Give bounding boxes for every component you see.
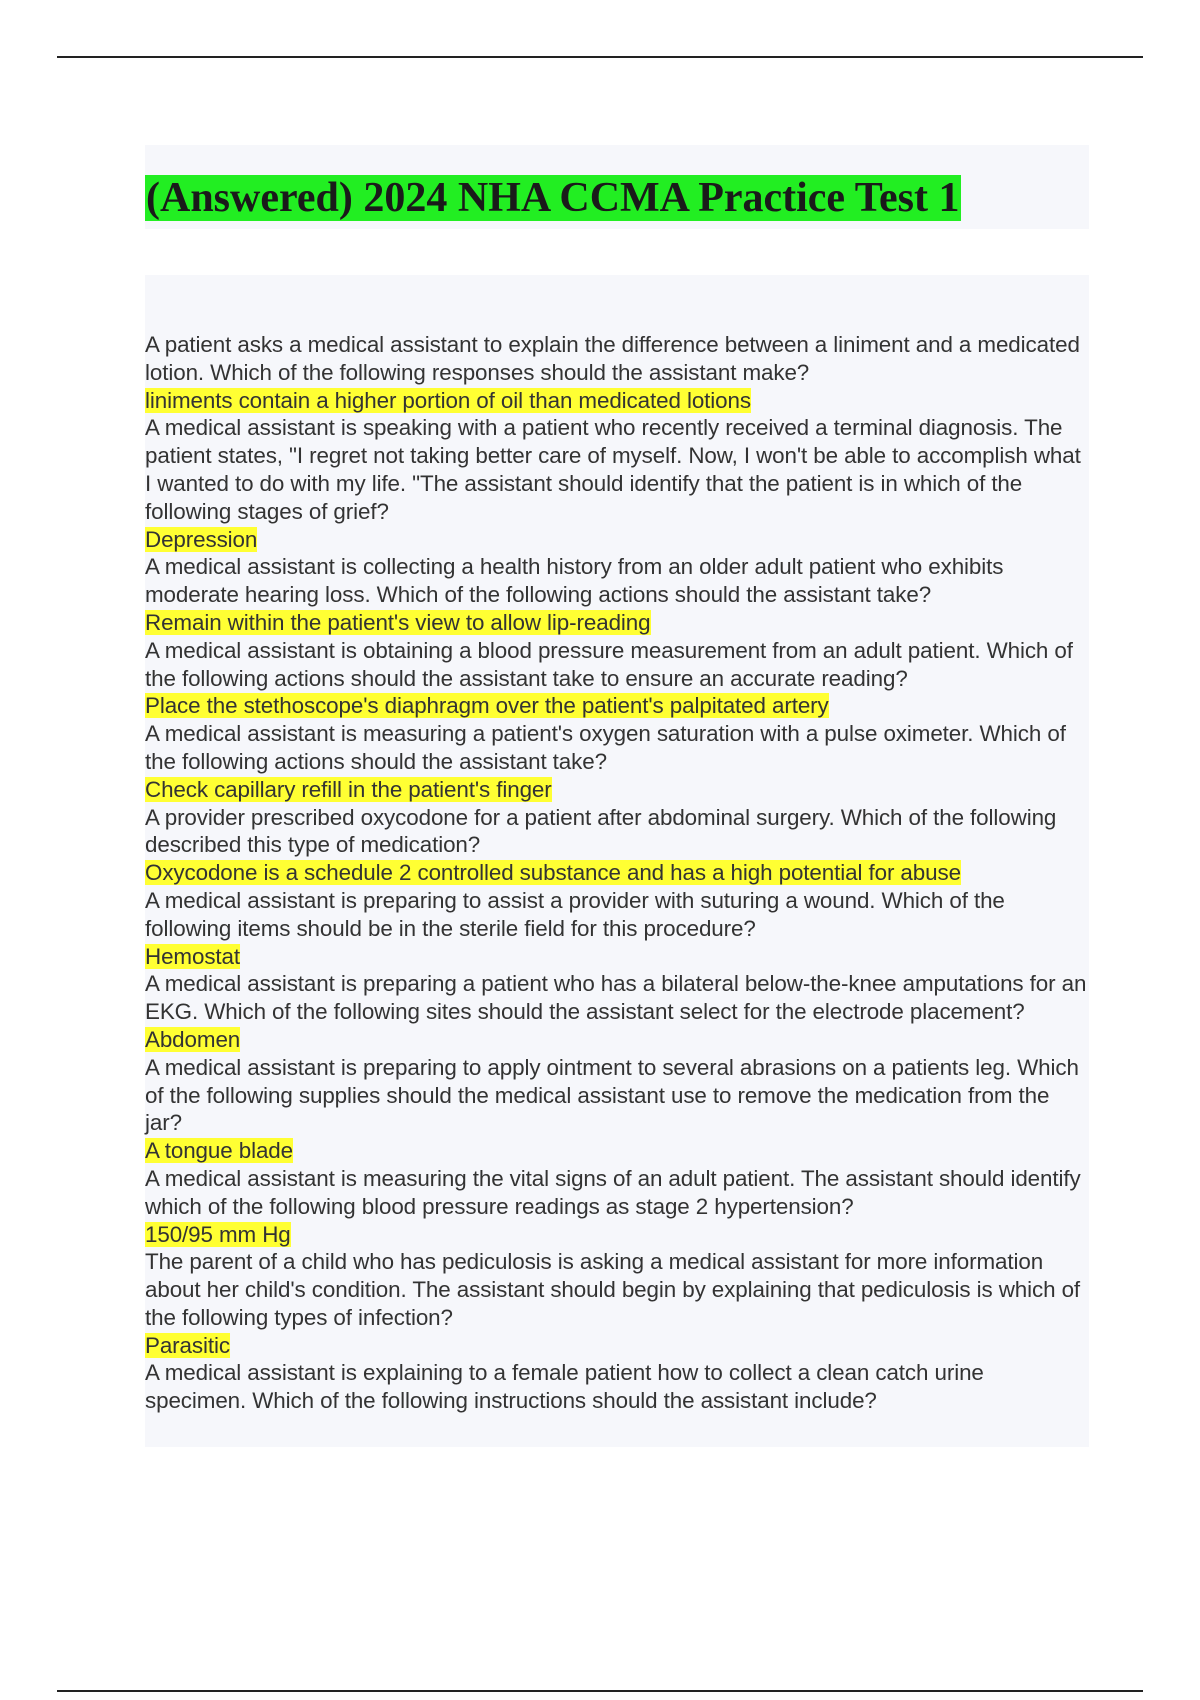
question-item — [145, 887, 1089, 970]
question-item — [145, 1248, 1089, 1359]
answer-line — [145, 609, 1089, 637]
answer-line — [145, 1026, 1089, 1054]
document-title: (Answered) 2024 NHA CCMA Practice Test 1 — [146, 175, 960, 221]
bottom-rule — [57, 1690, 1143, 1692]
question-text: A medical assistant is preparing a patient who has a bilateral below-the-knee amputations for an EKG. Which of the following sites should the assistant select for the electrode placement? — [145, 971, 1087, 1025]
question-item — [145, 331, 1089, 414]
question-text: A medical assistant is preparing to apply ointment to several abrasions on a patients leg. Which of the following supplies should the medical assistant use to remove the medication from the jar? — [145, 1054, 1079, 1136]
answer-line — [145, 387, 1089, 415]
answer-line — [145, 776, 1089, 804]
question-item — [145, 970, 1089, 1053]
highlighted-answer: Parasitic — [145, 1332, 230, 1358]
answer-line — [145, 692, 1089, 720]
highlighted-answer: Oxycodone is a schedule 2 controlled substance and has a high potential for abuse — [145, 860, 961, 886]
answer-line — [145, 943, 1089, 971]
question-text: The parent of a child who has pediculosis is asking a medical assistant for more information about her child's condition. The assistant should begin by explaining that pediculosis is which of the following types of infection? — [145, 1249, 1081, 1330]
content-panel — [145, 275, 1089, 1447]
question-item — [145, 637, 1089, 720]
title-panel — [145, 145, 1089, 229]
question-text: A medical assistant is speaking with a patient who recently received a terminal diagnosis. The patient states, "I regret not taking better care of myself. Now, I won't be able to accomplish what I wanted to do with my life. "The assistant should identify that the patient is in which of the following stages of grief? — [145, 415, 1081, 524]
answer-line — [145, 859, 1089, 887]
highlighted-answer: Check capillary refill in the patient's finger — [145, 776, 552, 802]
answer-line — [145, 1137, 1089, 1165]
question-text: A provider prescribed oxycodone for a patient after abdominal surgery. Which of the following described this type of medication? — [145, 804, 1057, 858]
top-rule — [57, 56, 1143, 58]
question-text: A medical assistant is measuring a patient's oxygen saturation with a pulse oximeter. Which of the following actions should the assistant take? — [145, 721, 1066, 774]
highlighted-answer: liniments contain a higher portion of oil than medicated lotions — [145, 387, 751, 413]
question-text: A patient asks a medical assistant to explain the difference between a liniment and a medicated lotion. Which of the following responses should the assistant make? — [145, 332, 1080, 385]
question-list — [145, 331, 1089, 1415]
highlighted-answer: Abdomen — [145, 1026, 241, 1052]
highlighted-answer: Depression — [145, 526, 258, 552]
question-item — [145, 414, 1089, 553]
question-item — [145, 553, 1089, 636]
answer-line — [145, 1221, 1089, 1249]
question-item — [145, 720, 1089, 803]
question-text: A medical assistant is obtaining a blood pressure measurement from an adult patient. Which of the following actions should the assistant take to ensure an accurate reading? — [145, 637, 1073, 691]
highlighted-answer: Place the stethoscope's diaphragm over the patient's palpitated artery — [145, 693, 829, 719]
answer-line — [145, 526, 1089, 554]
highlighted-answer: Hemostat — [145, 943, 241, 969]
highlighted-answer: A tongue blade — [145, 1138, 294, 1164]
question-text: A medical assistant is explaining to a female patient how to collect a clean catch urine specimen. Which of the following instructions should the assistant include? — [145, 1360, 984, 1414]
question-item — [145, 1359, 1089, 1415]
question-item — [145, 1054, 1089, 1165]
highlighted-answer: Remain within the patient's view to allow lip-reading — [145, 609, 651, 635]
question-item — [145, 804, 1089, 887]
question-text: A medical assistant is preparing to assist a provider with suturing a wound. Which of the following items should be in the sterile field for this procedure? — [145, 887, 1005, 941]
question-text: A medical assistant is measuring the vital signs of an adult patient. The assistant should identify which of the following blood pressure readings as stage 2 hypertension? — [145, 1165, 1081, 1219]
answer-line — [145, 1332, 1089, 1360]
question-text: A medical assistant is collecting a health history from an older adult patient who exhibits moderate hearing loss. Which of the following actions should the assistant take? — [145, 554, 1004, 608]
question-item — [145, 1165, 1089, 1248]
highlighted-answer: 150/95 mm Hg — [145, 1221, 291, 1247]
